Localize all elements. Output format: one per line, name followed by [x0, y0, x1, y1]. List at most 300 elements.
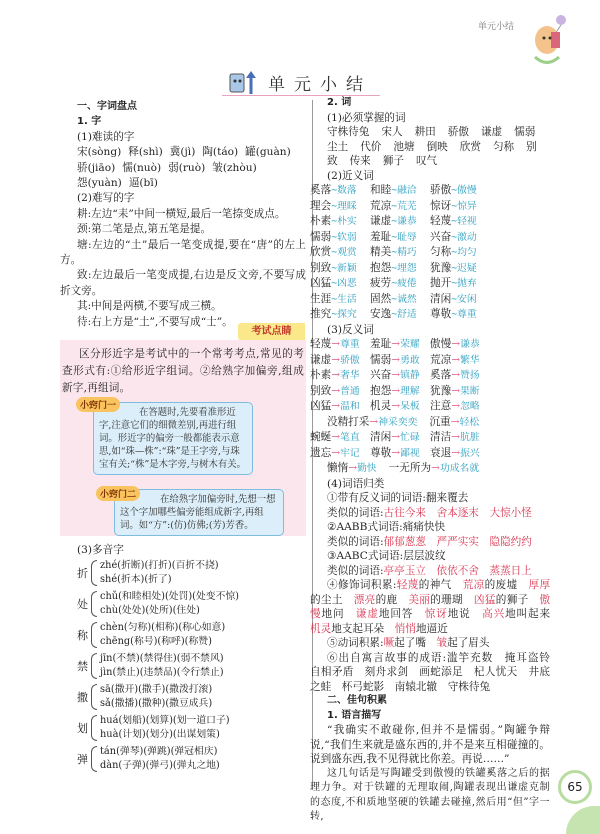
- pair-separator: ~: [391, 262, 398, 274]
- highlighted-word: 悄悄: [394, 622, 416, 635]
- polyphone-reading: chēng(称号)(称呼)(称赞): [100, 635, 212, 647]
- brace-icon: [91, 684, 97, 710]
- polyphone-reading: chèn(匀称)(相称)(称心如意): [100, 621, 226, 633]
- word-pair: [430, 276, 490, 292]
- word-pair: [430, 245, 490, 261]
- highlighted-word: 漂亮: [353, 593, 376, 606]
- highlighted-word: 轻蔑: [396, 579, 419, 591]
- word-pair: [430, 384, 490, 400]
- hard-write-label: (2)难写的字: [77, 192, 135, 205]
- word-pair: [310, 384, 370, 400]
- word-pair: [310, 261, 370, 277]
- word: 惊讶: [430, 199, 452, 212]
- category-line: [310, 549, 550, 564]
- word-pair: [370, 214, 430, 230]
- word: 奚落: [430, 369, 452, 381]
- antonym-list: [310, 337, 550, 415]
- paired-word: 疲倦: [397, 278, 417, 289]
- word: 羞耻: [370, 338, 392, 350]
- word: 别致: [310, 384, 332, 397]
- polyphone-reading: huà(计划)(划分)(出谋划策): [100, 728, 220, 740]
- category-line: [310, 491, 550, 506]
- category-text: ②AABB式词语:痛痛快快: [327, 521, 446, 533]
- hard-read-char: 冀(jì): [169, 146, 196, 159]
- category-line: [310, 636, 550, 651]
- pair-separator: →: [348, 462, 358, 474]
- category-text: 的珊瑚: [430, 593, 474, 606]
- pair-separator: ~: [331, 247, 338, 258]
- paired-word: 观赏: [337, 247, 357, 258]
- pair-separator: ~: [451, 293, 458, 305]
- highlighted-word: 古往今来 舍本逐末 大惊小怪: [383, 506, 532, 519]
- paired-word: 牢记: [340, 447, 360, 459]
- word: 精美: [370, 246, 392, 258]
- word: 和睦: [370, 184, 392, 196]
- paired-word: 诚然: [397, 293, 417, 305]
- polyphone-char: 称: [77, 628, 88, 642]
- category-text: 的废墟: [484, 579, 529, 591]
- paired-word: 理睬: [337, 200, 357, 212]
- polyphone-char: 撒: [77, 690, 88, 704]
- tip2-box: 在给熟字加偏旁时,先想一想这个字加哪些偏旁能组成新字,再组词。如“方”:(仿)仿佛;(芳)芳香。: [114, 489, 284, 536]
- word: 羞耻: [370, 230, 392, 243]
- word-pair: [430, 307, 490, 323]
- category-text: ③AABC式词语:层层波纹: [327, 550, 446, 562]
- hard-read-char: 懦(nuò): [122, 161, 162, 174]
- word-pair: [310, 199, 370, 215]
- must-word: 欣赏: [459, 140, 481, 153]
- paired-word: 赞扬: [460, 370, 480, 381]
- word-pair: [370, 307, 430, 323]
- hard-write-item: 致:左边最后一笔变成提,右边是反文旁,不要写成折文旁。: [60, 269, 306, 297]
- paired-word: 舒适: [397, 309, 417, 320]
- section-heading: 一、字词盘点: [77, 101, 137, 112]
- word: 谦虚: [310, 353, 332, 366]
- synonym-list: [310, 183, 550, 323]
- pair-separator: →: [391, 369, 401, 381]
- highlighted-word: 厚厚: [528, 579, 551, 591]
- antonym-list-2: [310, 430, 550, 461]
- hard-read-char: 骄(jiāo): [77, 161, 116, 174]
- word-pair: [370, 245, 430, 261]
- hard-read-char: 罐(guàn): [245, 146, 291, 159]
- word-pair: [430, 446, 490, 462]
- word-pair: [429, 415, 479, 431]
- paired-word: 功成名就: [439, 463, 480, 474]
- pair-separator: →: [331, 400, 341, 412]
- paired-word: 尊重: [457, 309, 477, 320]
- pair-separator: ~: [451, 262, 458, 274]
- paired-word: 荒芜: [397, 200, 417, 212]
- category-line: [310, 578, 561, 636]
- pair-separator: →: [331, 338, 341, 350]
- word-pair: [389, 461, 479, 477]
- tip1-box: 在答题时,先要看准形近字,注意它们的细微差别,再进行组词。形近字的偏旁一般都能表示意思,如“珠—株”:“珠”是王字旁,与珠宝有关;“株”是木字旁,与树木有关。: [93, 402, 253, 475]
- mascot-illustration: [527, 12, 567, 67]
- paired-word: 奢华: [340, 370, 360, 381]
- brace-icon: [91, 653, 97, 679]
- category-text: 类似的词语:: [327, 535, 384, 548]
- word: 兴奋: [430, 230, 452, 243]
- paired-word: 繁华: [460, 354, 480, 366]
- paired-word: 勇敢: [400, 354, 420, 366]
- word: 犹豫: [430, 384, 452, 397]
- word: 欣赏: [310, 246, 332, 258]
- paired-word: 轻视: [457, 216, 477, 227]
- word: 骄傲: [430, 184, 452, 196]
- pair-separator: ~: [391, 200, 398, 212]
- pair-separator: →: [331, 384, 341, 397]
- word: 谦虚: [370, 215, 392, 227]
- polyphone-readings: [100, 714, 230, 742]
- polyphone-readings: [100, 683, 212, 711]
- polyphone-char: 划: [77, 721, 88, 735]
- antonym-label: (3)反义词: [327, 323, 374, 336]
- category-list: [310, 491, 561, 694]
- pair-separator: ~: [391, 278, 398, 289]
- word: 傲慢: [430, 338, 452, 350]
- hard-read-char: 释(shì): [128, 146, 163, 159]
- pair-separator: →: [331, 369, 341, 381]
- hard-read-list: [60, 145, 306, 191]
- pair-separator: →: [391, 446, 401, 459]
- paired-word: 朴实: [337, 216, 357, 227]
- highlighted-word: 亭亭玉立 依依不舍 蒸蒸日上: [383, 564, 532, 577]
- polyphone-reading: sā(撒开)(撒手)(撒泼打滚): [100, 683, 213, 695]
- paired-word: 生活: [337, 293, 357, 305]
- must-label: (1)必须掌握的词: [327, 111, 406, 124]
- paired-word: 肮脏: [460, 432, 480, 443]
- pair-separator: ~: [331, 309, 338, 320]
- word: 兴奋: [370, 369, 392, 381]
- category-text: 类似的词语:: [327, 564, 384, 577]
- category-line: [310, 506, 550, 521]
- word-pair: [310, 276, 370, 292]
- paired-word: 软弱: [337, 231, 357, 243]
- polyphone-reading: tán(弹琴)(弹跳)(弹冠相庆): [100, 745, 218, 757]
- category-line: [310, 520, 550, 535]
- polyphone-group: [77, 743, 307, 774]
- word-pair: [327, 415, 417, 431]
- polyphone-char: 弹: [77, 752, 88, 766]
- hard-read-char: 怨(yuàn): [77, 177, 122, 190]
- category-text: 起了眉头: [447, 637, 490, 649]
- pair-separator: ~: [391, 309, 398, 320]
- left-column: [60, 99, 306, 330]
- paired-word: 温和: [340, 401, 360, 412]
- paired-word: 惊异: [457, 200, 477, 212]
- hard-read-char: 逼(bī): [128, 177, 158, 190]
- word: 荒凉: [430, 353, 452, 366]
- polyphone-char: 折: [77, 566, 88, 580]
- category-text: 的尘土: [310, 593, 354, 606]
- polyphone-readings: [100, 621, 225, 649]
- pair-separator: ~: [451, 216, 458, 227]
- word-pair: [310, 183, 370, 199]
- paired-word: 勤快: [357, 463, 377, 474]
- word: 懦弱: [310, 230, 332, 243]
- word: 没精打采: [327, 415, 370, 428]
- word: 抱怨: [370, 384, 392, 397]
- pair-separator: →: [331, 353, 341, 366]
- polyphone-label: (3)多音字: [77, 544, 124, 556]
- word-pair: [370, 276, 430, 292]
- hard-write-item: 待:右上方是“土”,不要写成“士”。: [77, 315, 233, 328]
- must-word: 宋人: [381, 126, 403, 138]
- must-word: 谦虚: [480, 126, 503, 138]
- word: 清洁: [430, 431, 452, 443]
- category-line: [310, 651, 561, 695]
- highlighted-word: 美丽: [408, 593, 431, 606]
- pair-separator: ~: [331, 262, 338, 274]
- pair-separator: ~: [391, 231, 398, 243]
- paired-word: 新颖: [337, 262, 357, 274]
- analysis-text: 这几句话是写陶罐受到傲慢的铁罐奚落之后的据理力争。对于铁罐的无理取闹,陶罐表现出谦虚克制的态度,不和质地坚硬的铁罐去碰撞,然后用“但”字一转,: [310, 767, 550, 822]
- pair-separator: →: [451, 338, 461, 350]
- word: 一无所为: [388, 462, 432, 474]
- word-pair: [430, 337, 490, 353]
- brace-icon: [91, 560, 97, 586]
- paired-word: 探究: [337, 309, 357, 320]
- highlighted-word: 傲慢: [310, 593, 551, 620]
- word-pair: [370, 337, 430, 353]
- polyphone-list: [77, 557, 307, 774]
- paired-word: 镇静: [400, 370, 420, 381]
- paired-word: 轻松: [459, 416, 480, 428]
- hard-read-char: 陶(táo): [202, 146, 239, 159]
- polyphone-readings: [100, 590, 239, 618]
- word-pair: [430, 292, 490, 308]
- hard-write-item: 耕:左边“耒”中间一横短,最后一笔捺变成点。: [77, 207, 286, 220]
- word-pair: [370, 353, 430, 369]
- pair-separator: →: [451, 400, 461, 412]
- word-pair: [370, 430, 430, 446]
- pair-separator: →: [451, 431, 461, 443]
- word: 懦弱: [370, 353, 392, 366]
- word: 注意: [430, 400, 452, 412]
- category-text: 的狮子: [495, 593, 540, 606]
- word: 奚落: [310, 184, 332, 196]
- paired-word: 谦恭: [460, 339, 480, 350]
- highlighted-word: 高兴: [482, 608, 506, 620]
- polyphone-reading: chǔ(和睦相处)(处罚)(处变不惊): [100, 590, 240, 602]
- running-header: 单元小结: [478, 22, 515, 32]
- antonym-list-wide: [310, 415, 550, 431]
- pair-separator: →: [451, 353, 461, 366]
- word: 匀称: [430, 246, 452, 258]
- word-pair: [430, 199, 490, 215]
- book-mascot-icon: [226, 68, 256, 96]
- must-word: 匀称: [492, 140, 515, 153]
- word: 疲劳: [370, 277, 392, 289]
- pair-separator: ~: [331, 231, 338, 243]
- highlighted-word: 凶猛: [473, 593, 496, 606]
- category-text: ④修饰词积累:: [327, 579, 397, 591]
- word: 固然: [370, 292, 392, 305]
- hard-read-char: 弱(ruò): [168, 161, 206, 174]
- must-word: 代价: [360, 140, 382, 153]
- word-pair: [430, 230, 490, 246]
- word: 蜿蜒: [310, 431, 332, 443]
- paired-word: 神采奕奕: [378, 416, 418, 428]
- synonym-label: (2)近义词: [327, 169, 374, 182]
- polyphone-group: [77, 681, 307, 712]
- pair-separator: ~: [391, 293, 398, 305]
- word: 尊敬: [370, 446, 392, 459]
- word-pair: [370, 199, 430, 215]
- category-text: 起了嘴: [394, 637, 437, 649]
- word-pair: [327, 461, 377, 477]
- word: 衰退: [430, 446, 452, 459]
- polyphone-group: [77, 712, 307, 743]
- words-heading: 2. 词: [327, 97, 352, 108]
- polyphone-group: [77, 557, 307, 588]
- word-pair: [310, 399, 370, 415]
- pair-separator: →: [391, 338, 401, 350]
- highlighted-word: 荒凉: [462, 579, 485, 591]
- must-words: [310, 125, 550, 169]
- word-pair: [370, 368, 430, 384]
- paired-word: 激动: [457, 231, 477, 243]
- highlighted-word: 惊讶: [424, 608, 448, 620]
- quote-text: “我确实不敢碰你,但并不是懦弱。”陶罐争辩说,“我们生来就是盛东西的,并不是来互相碰撞的。说到盛东西,我不见得就比你差。再说……”: [310, 724, 550, 765]
- pair-separator: →: [331, 446, 341, 459]
- paired-word: 忽略: [460, 401, 480, 412]
- pair-separator: ~: [331, 185, 338, 196]
- polyphone-readings: [100, 745, 220, 773]
- paired-word: 普通: [340, 385, 360, 397]
- paired-word: 精巧: [397, 247, 417, 258]
- word-pair: [370, 399, 430, 415]
- word-pair: [310, 245, 370, 261]
- pair-separator: ~: [451, 185, 458, 196]
- word: 凶猛: [310, 277, 332, 289]
- must-word: 狮子: [382, 155, 404, 167]
- pair-separator: ~: [451, 231, 458, 243]
- must-word: 叹气: [415, 155, 438, 167]
- pair-separator: ~: [391, 185, 398, 196]
- category-text: 地逼近: [415, 622, 448, 635]
- category-text: 地回答: [378, 608, 425, 620]
- must-word: 耕田: [414, 126, 436, 138]
- word: 机灵: [370, 400, 392, 412]
- word-pair: [370, 183, 430, 199]
- right-column: [310, 96, 561, 825]
- word-pair: [370, 261, 430, 277]
- word: 遗忘: [310, 446, 332, 459]
- paired-word: 耻辱: [397, 231, 417, 243]
- polyphone-reading: sǎ(撒播)(撒种)(撒豆成兵): [100, 697, 213, 709]
- paired-word: 理解: [400, 385, 420, 397]
- pair-separator: →: [391, 431, 401, 443]
- polyphone-reading: zhé(折断)(打折)(百折不挠): [100, 559, 219, 571]
- exam-tag: 考试点睛: [238, 323, 305, 340]
- word-pair: [370, 384, 430, 400]
- corner-decoration: [566, 806, 600, 834]
- paired-word: 鄙视: [400, 447, 420, 459]
- word: 生涯: [310, 292, 332, 305]
- word-pair: [310, 292, 370, 308]
- word: 轻蔑: [310, 338, 332, 350]
- hard-read-label: (1)难读的字: [77, 130, 135, 143]
- pair-separator: →: [451, 384, 461, 397]
- paired-word: 融洽: [397, 185, 417, 196]
- must-word: 尘土: [327, 140, 349, 153]
- must-word: 骄傲: [447, 126, 469, 138]
- pair-separator: ~: [451, 200, 458, 212]
- pair-separator: ~: [391, 216, 398, 227]
- hard-write-item: 颈:第二笔是点,第五笔是提。: [77, 223, 212, 236]
- pair-separator: →: [451, 369, 461, 381]
- highlighted-word: 谦虚: [355, 608, 379, 620]
- word: 懒惰: [327, 462, 349, 474]
- word-pair: [310, 353, 370, 369]
- pair-separator: ~: [451, 247, 458, 258]
- hard-read-char: 宋(sòng): [77, 146, 122, 159]
- polyphone-readings: [100, 652, 224, 680]
- word-pair: [430, 183, 490, 199]
- paired-word: 数落: [337, 185, 357, 196]
- polyphone-group: [77, 619, 307, 650]
- pair-separator: →: [391, 353, 401, 366]
- category-text: 的鹿: [375, 593, 409, 606]
- category-line: [310, 564, 550, 579]
- brace-icon: [91, 746, 97, 772]
- pair-separator: ~: [391, 247, 398, 258]
- hard-write-list: [60, 207, 306, 330]
- paired-word: 荣耀: [400, 339, 420, 350]
- category-text: ①带有反义词的词语:翻来覆去: [327, 492, 469, 504]
- subheading-chars: 1. 字: [77, 116, 102, 128]
- highlighted-word: 机灵: [310, 622, 332, 635]
- word-pair: [430, 353, 490, 369]
- paired-word: 傲慢: [457, 185, 477, 196]
- pair-separator: →: [431, 462, 440, 474]
- word: 凶猛: [310, 400, 332, 412]
- hard-read-char: 皱(zhòu): [212, 161, 257, 174]
- word-pair: [430, 368, 490, 384]
- must-word: 传来: [349, 155, 371, 167]
- word: 抛开: [430, 277, 452, 289]
- word: 清闲: [430, 292, 452, 305]
- paired-word: 笔直: [340, 432, 360, 443]
- highlighted-word: 皱: [436, 637, 448, 649]
- word: 别致: [310, 261, 332, 274]
- word-pair: [310, 368, 370, 384]
- brace-icon: [91, 591, 97, 617]
- pair-separator: ~: [331, 200, 338, 212]
- word: 推究: [310, 308, 332, 320]
- must-word: 倒映: [426, 140, 448, 153]
- sentences-subheading: 1. 语言描写: [327, 709, 382, 721]
- hard-write-item: 塘:左边的“土”最后一笔变成提,要在“唐”的左上方。: [60, 238, 306, 267]
- paired-word: 埋怨: [397, 262, 417, 274]
- word-pair: [370, 292, 430, 308]
- polyphone-readings: [100, 559, 219, 587]
- word-pair: [310, 430, 370, 446]
- paired-word: 迟疑: [457, 262, 477, 274]
- paired-word: 振兴: [460, 447, 480, 459]
- pair-separator: →: [331, 431, 341, 443]
- page-number: 65: [558, 770, 592, 804]
- word: 理会: [310, 199, 332, 212]
- word-pair: [430, 214, 490, 230]
- paired-word: 均匀: [457, 247, 477, 258]
- paired-word: 谦恭: [397, 216, 417, 227]
- pair-separator: →: [391, 400, 401, 412]
- exam-text: 区分形近字是考试中的一个常考考点,常见的考查形式有:①给形近字组词。②给熟字加偏旁,组成新字,再组词。: [62, 348, 304, 394]
- word: 清闲: [370, 431, 392, 443]
